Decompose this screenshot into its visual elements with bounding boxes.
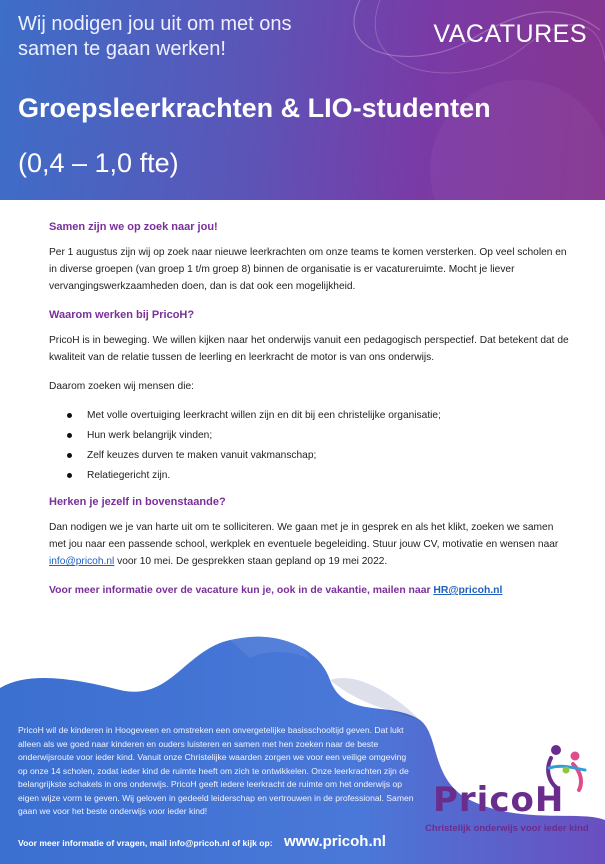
list-item: Hun werk belangrijk vinden; <box>87 427 569 444</box>
requirements-list <box>49 407 569 484</box>
recognize-heading: Herken je jezelf in bovenstaande? <box>49 496 226 508</box>
header-banner <box>0 0 605 200</box>
list-item: Relatiegericht zijn. <box>87 467 569 484</box>
more-info-line <box>49 582 569 599</box>
why-paragraph: PricoH is in beweging. We willen kijken naar het onderwijs vanuit een pedagogisch perspectief. Dat betekent dat de kwaliteit van de relatie tussen de leerling en leerkracht de motor is van ons onderwijs. <box>49 335 569 363</box>
apply-email-link[interactable]: info@pricoh.nl <box>49 556 115 567</box>
intro-paragraph: Per 1 augustus zijn wij op zoek naar nieuwe leerkrachten om onze teams te komen versterken. Op veel scholen en in diverse groepen (van groep 1 t/m groep 8) binnen de organisatie is er vacatureruimte. Mocht je liever vervangingswerkzaamheden doen, dan is dat ook een mogelijkheid. <box>49 247 567 292</box>
logo-wordmark: PricoH <box>433 780 565 820</box>
vacancy-content <box>49 219 569 611</box>
apply-text-after: voor 10 mei. De gesprekken staan gepland op 19 mei 2022. <box>114 556 388 567</box>
more-info-text: Voor meer informatie over de vacature kun je, ook in de vakantie, mailen naar <box>49 585 434 596</box>
list-item: Zelf keuzes durven te maken vanuit vakmanschap; <box>87 447 569 464</box>
list-item: Met volle overtuiging leerkracht willen zijn en dit bij een christelijke organisatie; <box>87 407 569 424</box>
job-fte: (0,4 – 1,0 fte) <box>18 148 179 178</box>
footer-contact: Voor meer informatie of vragen, mail info@pricoh.nl of kijk op: <box>18 838 273 848</box>
job-title: Groepsleerkrachten & LIO-studenten <box>18 93 491 123</box>
logo-tagline: Christelijk onderwijs voor ieder kind <box>425 823 589 834</box>
vacatures-label: VACATURES <box>433 20 587 48</box>
why-heading: Waarom werken bij PricoH? <box>49 309 195 321</box>
apply-paragraph <box>49 519 569 570</box>
header-tagline: Wij nodigen jou uit om met ons samen te gaan werken! <box>18 13 292 60</box>
hr-email-link[interactable]: HR@pricoh.nl <box>433 585 503 596</box>
apply-text-before: Dan nodigen we je van harte uit om te solliciteren. We gaan met je in gesprek en als het klikt, zoeken we samen met jou naar een passende school, werkplek en eventuele begeleiding. Stuur jouw CV, motivatie en wensen naar <box>49 522 559 550</box>
search-intro: Daarom zoeken wij mensen die: <box>49 381 194 392</box>
website-link[interactable]: www.pricoh.nl <box>284 833 386 850</box>
pricoh-logo <box>423 740 593 840</box>
intro-heading: Samen zijn we op zoek naar jou! <box>49 221 218 233</box>
footer-about-text: PricoH wil de kinderen in Hoogeveen en omstreken een onvergetelijke basisschooltijd geven. Dat lukt alleen als we goed naar kinderen en ouders luisteren en samen met hen zoeken naar de beste onderwijsroute voor ieder kind. Vanuit onze Christelijke waarden zorgen we voor een veilige omgeving op onze 14 scholen, zodat ieder kind de ruimte heeft om zich te ontwikkelen. Onze leerkrachten zijn de belangrijkste schakels in ons onderwijs. PricoH geeft iedere leerkracht de ruimte om het onderwijs op eigen wijze vorm te geven. Wij geloven in gedeeld leiderschap en vertrouwen in de professional. Samen gaan we voor het beste onderwijs voor ieder kind! <box>18 725 414 816</box>
